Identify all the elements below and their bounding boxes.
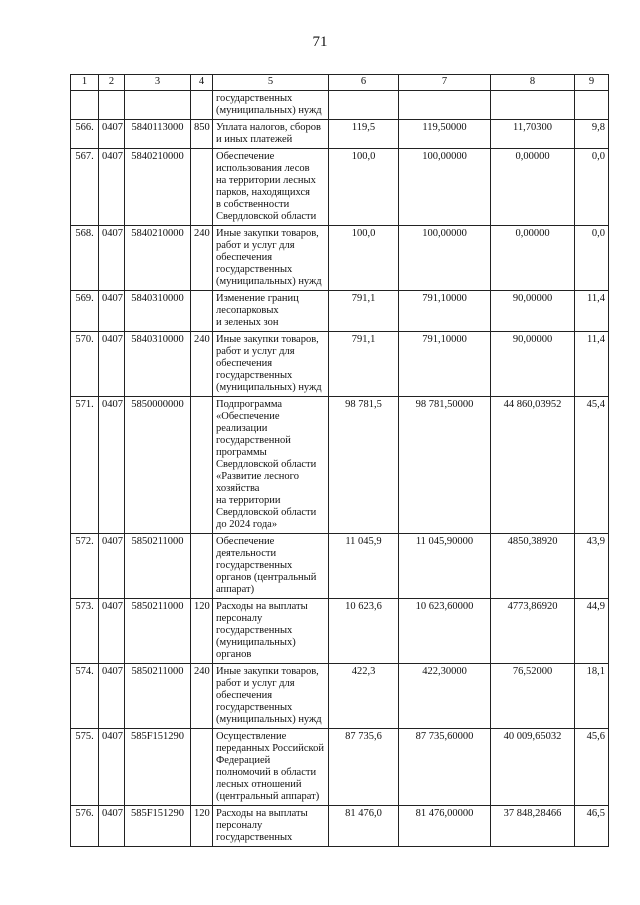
- item-name-cell: [213, 534, 329, 599]
- table-row: [71, 599, 609, 664]
- execution-percent-cell: 46,5: [575, 806, 609, 847]
- item-name-line: (муниципальных) нужд: [216, 382, 322, 393]
- approved-amount-cell: 100,00000: [399, 226, 491, 291]
- executed-amount-cell: 4850,38920: [491, 534, 575, 599]
- expense-type-cell: [191, 397, 213, 534]
- planned-amount-cell: 81 476,0: [329, 806, 399, 847]
- section-code-cell: [99, 91, 125, 120]
- expense-type-cell: 120: [191, 599, 213, 664]
- table-row: [71, 806, 609, 847]
- planned-amount-cell: 791,1: [329, 291, 399, 332]
- item-name-line: парков, находящихся: [216, 187, 310, 198]
- item-name-line: до 2024 года»: [216, 519, 278, 530]
- executed-amount-cell: 76,52000: [491, 664, 575, 729]
- approved-amount-cell: 10 623,60000: [399, 599, 491, 664]
- approved-amount-cell: 100,00000: [399, 149, 491, 226]
- approved-amount-cell: 119,50000: [399, 120, 491, 149]
- target-article-cell: 585F151290: [125, 729, 191, 806]
- target-article-cell: [125, 91, 191, 120]
- target-article-cell: 5850211000: [125, 664, 191, 729]
- expense-type-cell: 850: [191, 120, 213, 149]
- target-article-cell: 5840310000: [125, 332, 191, 397]
- item-name-line: хозяйства: [216, 483, 260, 494]
- row-number-cell: 573.: [71, 599, 99, 664]
- row-number-cell: 570.: [71, 332, 99, 397]
- item-name-line: Иные закупки товаров,: [216, 334, 319, 345]
- row-number-cell: 567.: [71, 149, 99, 226]
- item-name-cell: [213, 664, 329, 729]
- item-name-cell: [213, 729, 329, 806]
- item-name-line: Свердловской области: [216, 507, 317, 518]
- item-name-line: деятельности: [216, 548, 277, 559]
- item-name-cell: [213, 91, 329, 120]
- column-header: 9: [575, 75, 609, 91]
- expense-type-cell: [191, 91, 213, 120]
- section-code-cell: 0407: [99, 397, 125, 534]
- item-name-line: Иные закупки товаров,: [216, 228, 319, 239]
- section-code-cell: 0407: [99, 149, 125, 226]
- table-row: [71, 291, 609, 332]
- target-article-cell: 5840113000: [125, 120, 191, 149]
- planned-amount-cell: [329, 91, 399, 120]
- execution-percent-cell: 11,4: [575, 291, 609, 332]
- item-name-line: использования лесов: [216, 163, 310, 174]
- item-name-line: «Развитие лесного: [216, 471, 299, 482]
- column-header: 2: [99, 75, 125, 91]
- item-name-line: «Обеспечение: [216, 411, 280, 422]
- execution-percent-cell: 44,9: [575, 599, 609, 664]
- expense-type-cell: [191, 149, 213, 226]
- table-row: [71, 729, 609, 806]
- column-header: 6: [329, 75, 399, 91]
- header-row: [71, 75, 609, 91]
- approved-amount-cell: 791,10000: [399, 332, 491, 397]
- item-name-line: Подпрограмма: [216, 399, 283, 410]
- section-code-cell: 0407: [99, 226, 125, 291]
- target-article-cell: 5850211000: [125, 599, 191, 664]
- page-number: 71: [312, 34, 328, 50]
- item-name-line: Изменение границ: [216, 293, 299, 304]
- execution-percent-cell: 45,6: [575, 729, 609, 806]
- item-name-line: аппарат): [216, 584, 255, 595]
- executed-amount-cell: 4773,86920: [491, 599, 575, 664]
- section-code-cell: 0407: [99, 332, 125, 397]
- planned-amount-cell: 119,5: [329, 120, 399, 149]
- item-name-line: обеспечения: [216, 358, 273, 369]
- executed-amount-cell: 37 848,28466: [491, 806, 575, 847]
- section-code-cell: 0407: [99, 806, 125, 847]
- item-name-line: обеспечения: [216, 252, 273, 263]
- approved-amount-cell: [399, 91, 491, 120]
- row-number-cell: 568.: [71, 226, 99, 291]
- item-name-line: (муниципальных) нужд: [216, 105, 322, 116]
- row-number-cell: 574.: [71, 664, 99, 729]
- item-name-cell: [213, 332, 329, 397]
- item-name-line: государственных: [216, 625, 293, 636]
- item-name-line: на территории лесных: [216, 175, 316, 186]
- item-name-line: лесопарковых: [216, 305, 279, 316]
- expense-type-cell: 120: [191, 806, 213, 847]
- item-name-line: Свердловской области: [216, 211, 317, 222]
- table-body: [71, 91, 609, 847]
- item-name-line: государственных: [216, 702, 293, 713]
- planned-amount-cell: 87 735,6: [329, 729, 399, 806]
- planned-amount-cell: 100,0: [329, 226, 399, 291]
- item-name-line: в собственности: [216, 199, 290, 210]
- approved-amount-cell: 98 781,50000: [399, 397, 491, 534]
- approved-amount-cell: 422,30000: [399, 664, 491, 729]
- planned-amount-cell: 10 623,6: [329, 599, 399, 664]
- item-name-line: Свердловской области: [216, 459, 317, 470]
- item-name-line: Обеспечение: [216, 151, 275, 162]
- item-name-line: (центральный аппарат): [216, 791, 320, 802]
- item-name-line: Федерацией: [216, 755, 271, 766]
- column-header: 4: [191, 75, 213, 91]
- item-name-line: Осуществление: [216, 731, 287, 742]
- execution-percent-cell: 11,4: [575, 332, 609, 397]
- item-name-line: государственных: [216, 93, 293, 104]
- planned-amount-cell: 100,0: [329, 149, 399, 226]
- item-name-line: реализации: [216, 423, 268, 434]
- executed-amount-cell: 40 009,65032: [491, 729, 575, 806]
- table-row: [71, 332, 609, 397]
- execution-percent-cell: 45,4: [575, 397, 609, 534]
- row-number-cell: 572.: [71, 534, 99, 599]
- expense-type-cell: [191, 534, 213, 599]
- table-row: [71, 91, 609, 120]
- item-name-cell: [213, 397, 329, 534]
- row-number-cell: 571.: [71, 397, 99, 534]
- item-name-line: полномочий в области: [216, 767, 317, 778]
- section-code-cell: 0407: [99, 599, 125, 664]
- target-article-cell: 5840210000: [125, 226, 191, 291]
- item-name-line: Уплата налогов, сборов: [216, 122, 321, 133]
- item-name-line: государственных: [216, 264, 293, 275]
- item-name-line: работ и услуг для: [216, 678, 295, 689]
- column-header: 5: [213, 75, 329, 91]
- row-number-cell: 575.: [71, 729, 99, 806]
- item-name-line: органов: [216, 649, 252, 660]
- item-name-line: на территории: [216, 495, 281, 506]
- executed-amount-cell: 0,00000: [491, 226, 575, 291]
- item-name-line: государственных: [216, 560, 293, 571]
- execution-percent-cell: 18,1: [575, 664, 609, 729]
- approved-amount-cell: 81 476,00000: [399, 806, 491, 847]
- item-name-line: персоналу: [216, 613, 263, 624]
- item-name-cell: [213, 120, 329, 149]
- item-name-cell: [213, 149, 329, 226]
- item-name-line: (муниципальных): [216, 637, 296, 648]
- target-article-cell: 5850000000: [125, 397, 191, 534]
- approved-amount-cell: 791,10000: [399, 291, 491, 332]
- table-row: [71, 534, 609, 599]
- item-name-line: работ и услуг для: [216, 240, 295, 251]
- expense-type-cell: [191, 729, 213, 806]
- executed-amount-cell: 90,00000: [491, 332, 575, 397]
- column-header: 1: [71, 75, 99, 91]
- section-code-cell: 0407: [99, 729, 125, 806]
- planned-amount-cell: 422,3: [329, 664, 399, 729]
- expense-type-cell: 240: [191, 226, 213, 291]
- target-article-cell: 5840310000: [125, 291, 191, 332]
- approved-amount-cell: 11 045,90000: [399, 534, 491, 599]
- row-number-cell: [71, 91, 99, 120]
- table-row: [71, 664, 609, 729]
- executed-amount-cell: 0,00000: [491, 149, 575, 226]
- expense-type-cell: 240: [191, 664, 213, 729]
- item-name-line: государственных: [216, 370, 293, 381]
- execution-percent-cell: 0,0: [575, 226, 609, 291]
- item-name-cell: [213, 806, 329, 847]
- item-name-line: персоналу: [216, 820, 263, 831]
- row-number-cell: 576.: [71, 806, 99, 847]
- item-name-line: и иных платежей: [216, 134, 293, 145]
- execution-percent-cell: 9,8: [575, 120, 609, 149]
- column-header: 3: [125, 75, 191, 91]
- executed-amount-cell: [491, 91, 575, 120]
- item-name-line: государственной: [216, 435, 291, 446]
- target-article-cell: 5840210000: [125, 149, 191, 226]
- expense-type-cell: 240: [191, 332, 213, 397]
- item-name-cell: [213, 226, 329, 291]
- table-row: [71, 120, 609, 149]
- execution-percent-cell: 43,9: [575, 534, 609, 599]
- expense-type-cell: [191, 291, 213, 332]
- item-name-line: Расходы на выплаты: [216, 601, 308, 612]
- item-name-cell: [213, 599, 329, 664]
- planned-amount-cell: 11 045,9: [329, 534, 399, 599]
- planned-amount-cell: 98 781,5: [329, 397, 399, 534]
- item-name-line: обеспечения: [216, 690, 273, 701]
- execution-percent-cell: [575, 91, 609, 120]
- target-article-cell: 5850211000: [125, 534, 191, 599]
- item-name-line: (муниципальных) нужд: [216, 276, 322, 287]
- item-name-line: лесных отношений: [216, 779, 302, 790]
- target-article-cell: 585F151290: [125, 806, 191, 847]
- item-name-cell: [213, 291, 329, 332]
- budget-table: [70, 74, 609, 847]
- item-name-line: переданных Российской: [216, 743, 324, 754]
- table-row: [71, 397, 609, 534]
- item-name-line: Расходы на выплаты: [216, 808, 308, 819]
- column-header: 7: [399, 75, 491, 91]
- item-name-line: и зеленых зон: [216, 317, 279, 328]
- item-name-line: Иные закупки товаров,: [216, 666, 319, 677]
- section-code-cell: 0407: [99, 664, 125, 729]
- table-row: [71, 226, 609, 291]
- executed-amount-cell: 90,00000: [491, 291, 575, 332]
- table-row: [71, 149, 609, 226]
- item-name-line: органов (центральный: [216, 572, 317, 583]
- planned-amount-cell: 791,1: [329, 332, 399, 397]
- execution-percent-cell: 0,0: [575, 149, 609, 226]
- item-name-line: Обеспечение: [216, 536, 275, 547]
- row-number-cell: 569.: [71, 291, 99, 332]
- approved-amount-cell: 87 735,60000: [399, 729, 491, 806]
- item-name-line: государственных: [216, 832, 293, 843]
- executed-amount-cell: 44 860,03952: [491, 397, 575, 534]
- section-code-cell: 0407: [99, 120, 125, 149]
- section-code-cell: 0407: [99, 291, 125, 332]
- item-name-line: (муниципальных) нужд: [216, 714, 322, 725]
- column-header: 8: [491, 75, 575, 91]
- item-name-line: работ и услуг для: [216, 346, 295, 357]
- section-code-cell: 0407: [99, 534, 125, 599]
- executed-amount-cell: 11,70300: [491, 120, 575, 149]
- item-name-line: программы: [216, 447, 267, 458]
- row-number-cell: 566.: [71, 120, 99, 149]
